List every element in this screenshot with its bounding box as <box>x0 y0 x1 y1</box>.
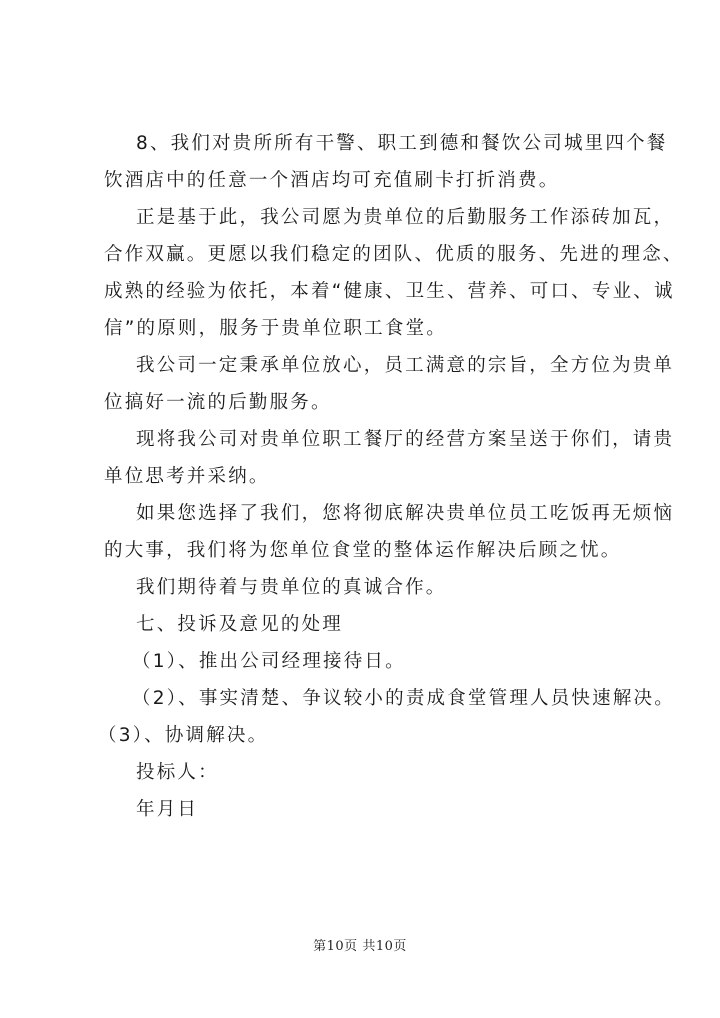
paragraph-line-8: 位搞好一流的后勤服务。 <box>104 392 332 413</box>
paragraph-line-12: 的大事，我们将为您单位食堂的整体运作解决后顾之忧。 <box>104 540 622 561</box>
list-item-3: （3）、协调解决。 <box>98 725 269 746</box>
paragraph-line-2: 饮酒店中的任意一个酒店均可充值刷卡打折消费。 <box>104 170 560 191</box>
date-label: 年月日 <box>136 799 199 820</box>
list-item-2: （2）、事实清楚、争议较小的责成食堂管理人员快速解决。 <box>132 688 675 709</box>
paragraph-line-4: 合作双赢。更愿以我们稳定的团队、优质的服务、先进的理念、 <box>104 244 684 265</box>
paragraph-line-1: 8、我们对贵所所有干警、职工到德和餐饮公司城里四个餐 <box>136 133 668 154</box>
section-heading: 七、投诉及意见的处理 <box>136 614 344 635</box>
paragraph-line-13: 我们期待着与贵单位的真诚合作。 <box>136 577 447 598</box>
paragraph-line-5: 成熟的经验为依托，本着“健康、卫生、营养、可口、专业、诚 <box>104 281 675 302</box>
paragraph-line-9: 现将我公司对贵单位职工餐厅的经营方案呈送于你们，请贵 <box>136 429 675 450</box>
paragraph-line-3: 正是基于此，我公司愿为贵单位的后勤服务工作添砖加瓦， <box>136 207 675 228</box>
paragraph-line-7: 我公司一定秉承单位放心，员工满意的宗旨，全方位为贵单 <box>136 355 675 376</box>
paragraph-line-11: 如果您选择了我们，您将彻底解决贵单位员工吃饭再无烦恼 <box>136 503 675 524</box>
paragraph-line-10: 单位思考并采纳。 <box>104 466 270 487</box>
list-item-1: （1）、推出公司经理接待日。 <box>132 651 406 672</box>
paragraph-line-6: 信”的原则，服务于贵单位职工食堂。 <box>104 318 447 339</box>
bidder-label: 投标人： <box>136 762 219 783</box>
page-footer: 第10页 共10页 <box>313 939 407 954</box>
